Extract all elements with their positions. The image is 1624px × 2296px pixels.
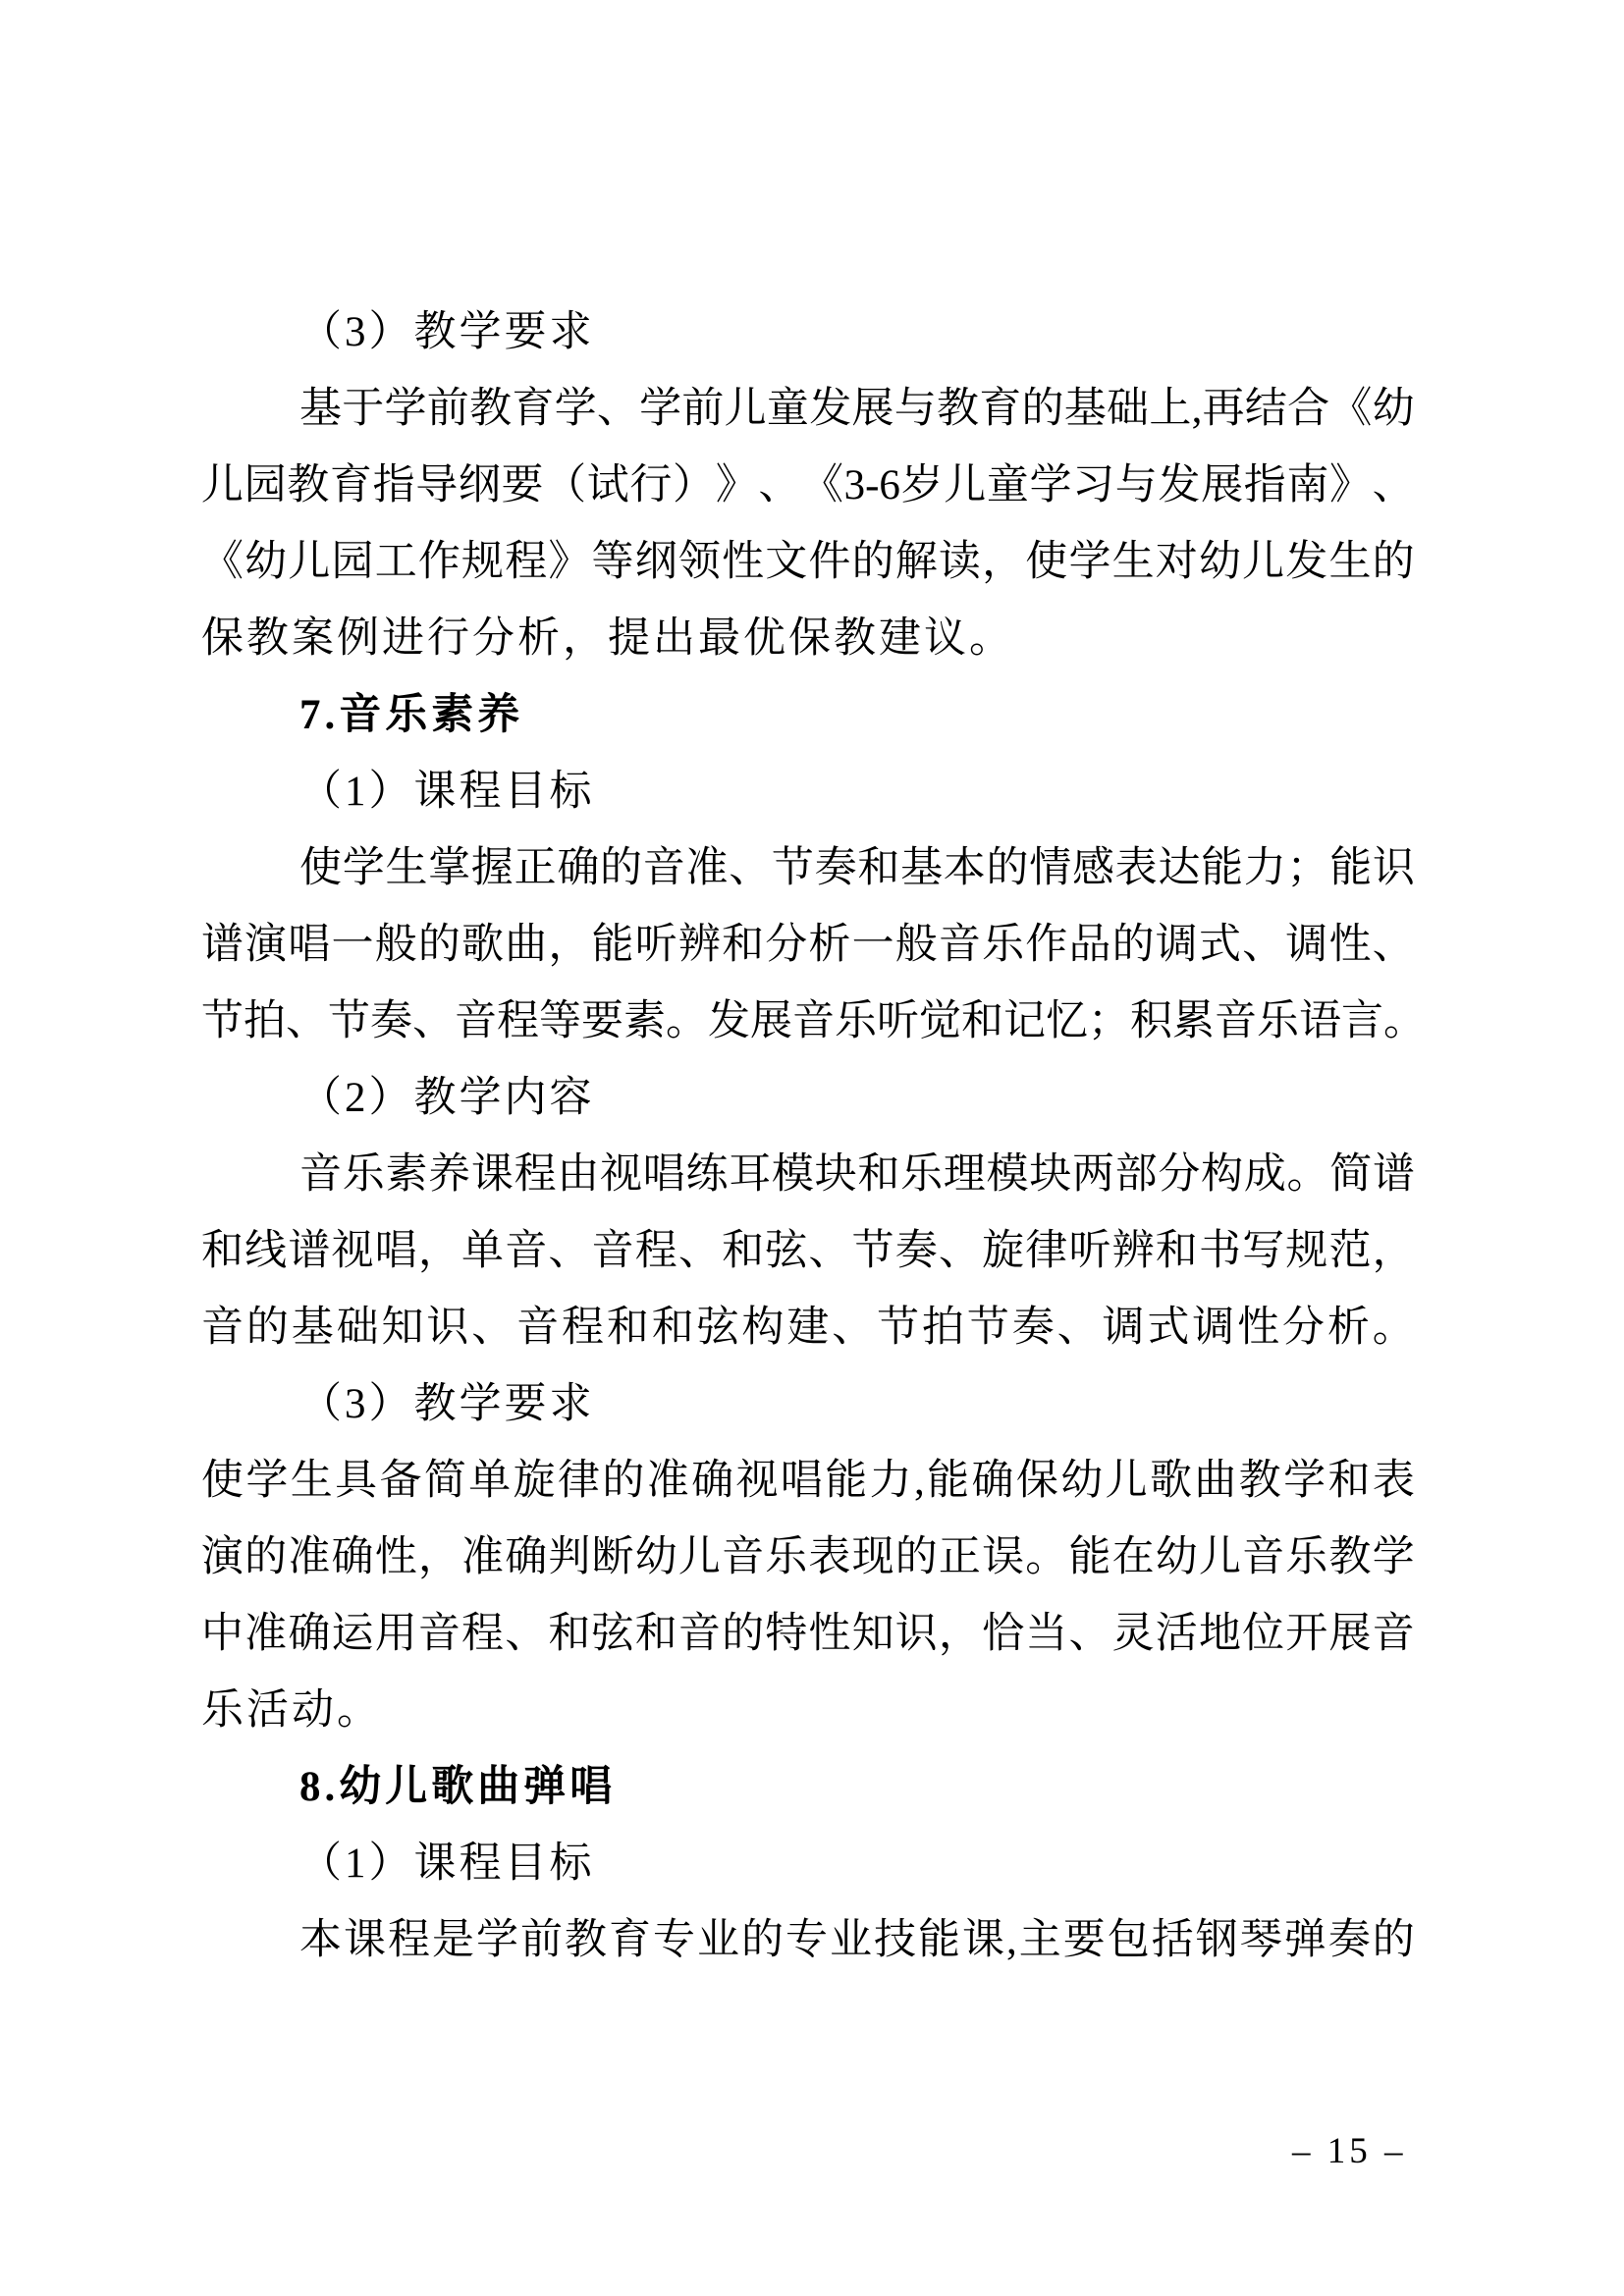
text-line: 使 学 生 掌 握 正 确 的 音 准 、 节 奏 和 基 本 的 情 感 表 达 能 力 ； 能 识 — [299, 845, 1415, 891]
text-line: 儿 园 教 育 指 导 纲 要 （ 试 行 ） 》 、 《 3-6 岁 儿 童 学 习 与 发 展 指 南 》 、 — [201, 462, 1415, 508]
text-line: 演 的 准 确 性 ， 准 确 判 断 幼 儿 音 乐 表 现 的 正 误 。 能 在 幼 儿 音 乐 教 学 — [201, 1534, 1415, 1580]
text-line: 基 于 学 前 教 育 学 、 学 前 儿 童 发 展 与 教 育 的 基 础 上 , 再 结 合 《 幼 — [299, 386, 1415, 432]
text-line: （3）教学要求 — [299, 309, 595, 355]
text-line: 和 线 谱 视 唱 ， 单 音 、 音 程 、 和 弦 、 节 奏 、 旋 律 听 辨 和 书 写 规 范 ， — [201, 1228, 1415, 1274]
text-line: 使 学 生 具 备 简 单 旋 律 的 准 确 视 唱 能 力 , 能 确 保 幼 儿 歌 曲 教 学 和 表 — [201, 1458, 1415, 1504]
text-line: （1）课程目标 — [299, 1841, 595, 1887]
text-line: （3）教学要求 — [299, 1381, 595, 1427]
text-line: 中 准 确 运 用 音 程 、 和 弦 和 音 的 特 性 知 识 ， 恰 当 、 灵 活 地 位 开 展 音 — [201, 1611, 1415, 1657]
text-line: 谱 演 唱 一 般 的 歌 曲 ， 能 听 辨 和 分 析 一 般 音 乐 作 品 的 调 式 、 调 性 、 — [201, 922, 1415, 968]
text-line: （2）教学内容 — [299, 1075, 595, 1121]
section-heading: 7.音乐素养 — [299, 692, 524, 738]
text-line: 音 乐 素 养 课 程 由 视 唱 练 耳 模 块 和 乐 理 模 块 两 部 分 构 成 。 简 谱 — [299, 1151, 1415, 1198]
text-line: 《 幼 儿 园 工 作 规 程 》 等 纲 领 性 文 件 的 解 读 ， 使 学 生 对 幼 儿 发 生 的 — [201, 539, 1415, 585]
text-line: 本 课 程 是 学 前 教 育 专 业 的 专 业 技 能 课 , 主 要 包 括 钢 琴 弹 奏 的 — [299, 1917, 1415, 1963]
text-line: 保教案例进行分析，提出最优保教建议。 — [201, 615, 1014, 662]
text-line: （1）课程目标 — [299, 769, 595, 815]
document-body — [201, 294, 1426, 1979]
section-heading: 8.幼儿歌曲弹唱 — [299, 1764, 617, 1810]
text-line: 音 的 基 础 知 识 、 音 程 和 和 弦 构 建 、 节 拍 节 奏 、 调 式 调 性 分 析 。 — [201, 1305, 1415, 1351]
text-line: 节 拍 、 节 奏 、 音 程 等 要 素 。 发 展 音 乐 听 觉 和 记 忆 ； 积 累 音 乐 语 言 。 — [201, 998, 1426, 1044]
page-number: – 15 – — [1292, 2131, 1407, 2171]
text-line: 乐活动。 — [201, 1687, 382, 1734]
